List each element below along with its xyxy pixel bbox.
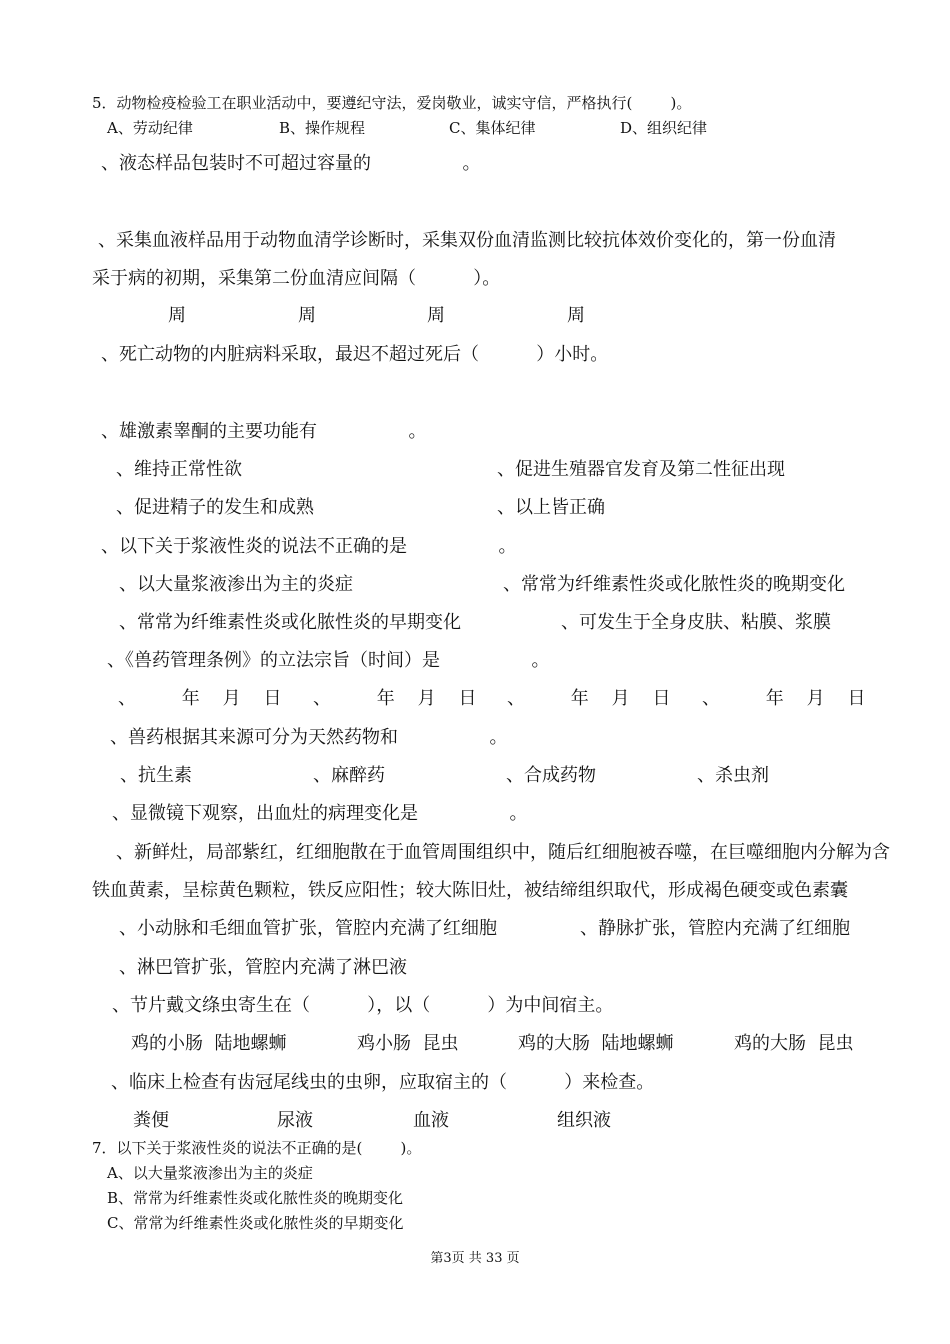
option-c: 、常常为纤维素性炎或化脓性炎的早期变化: [119, 612, 461, 633]
option-b: 尿液: [277, 1110, 313, 1131]
option-a: 、维持正常性欲: [116, 459, 242, 480]
option-b: 鸡小肠 昆虫: [357, 1033, 459, 1054]
option-d: 组织液: [557, 1110, 611, 1131]
question-stem: 、显微镜下观察，出血灶的病理变化是 。: [112, 803, 528, 824]
option-d: 鸡的大肠 昆虫: [734, 1033, 854, 1054]
option-b: 、小动脉和毛细血管扩张，管腔内充满了红细胞: [119, 918, 497, 939]
option-a: 鸡的小肠 陆地螺蛳: [131, 1033, 287, 1054]
question-stem: 、液态样品包装时不可超过容量的 。: [101, 153, 481, 174]
option-c: 、 年 月 日: [507, 688, 671, 709]
option-b: 、常常为纤维素性炎或化脓性炎的晚期变化: [503, 574, 845, 595]
option-c: C、集体纪律: [449, 119, 536, 137]
option-b: 、 年 月 日: [313, 688, 477, 709]
option-c: 周: [427, 305, 445, 326]
option-d: 、以上皆正确: [497, 497, 605, 518]
option-b: B、常常为纤维素性炎或化脓性炎的晚期变化: [107, 1189, 404, 1207]
option-c: C、常常为纤维素性炎或化脓性炎的早期变化: [107, 1214, 404, 1232]
option-d: 、 年 月 日: [702, 688, 866, 709]
option-c: 、促进精子的发生和成熟: [116, 497, 314, 518]
option-a: 周: [168, 305, 186, 326]
option-b: 、麻醉药: [313, 765, 385, 786]
option-d: 、可发生于全身皮肤、粘膜、浆膜: [561, 612, 831, 633]
option-d: 周: [567, 305, 585, 326]
option-c: 鸡的大肠 陆地螺蛳: [518, 1033, 674, 1054]
page-number: 第3页 共 33 页: [430, 1251, 520, 1266]
question-stem: 、《兽药管理条例》的立法宗旨（时间）是 。: [107, 650, 550, 671]
question-stem: 5．动物检疫检验工在职业活动中，要遵纪守法，爱岗敬业，诚实守信，严格执行( )。: [92, 94, 692, 112]
option-a: 、新鲜灶，局部紫红，红细胞散在于血管周围组织中，随后红细胞被吞噬，在巨噬细胞内分解为含: [116, 842, 890, 863]
option-a: 、以大量浆液渗出为主的炎症: [119, 574, 353, 595]
question-stem: 、以下关于浆液性炎的说法不正确的是 。: [101, 536, 517, 557]
question-stem: 、采集血液样品用于动物血清学诊断时，采集双份血清监测比较抗体效价变化的，第一份血清: [98, 230, 836, 251]
question-stem-continued: 采于病的初期，采集第二份血清应间隔（ ）。: [92, 268, 501, 289]
option-a: A、以大量浆液渗出为主的炎症: [107, 1164, 313, 1182]
option-d: 、淋巴管扩张，管腔内充满了淋巴液: [119, 957, 407, 978]
option-c: 血液: [413, 1110, 449, 1131]
option-b: B、操作规程: [279, 119, 366, 137]
question-stem: 、雄激素睾酮的主要功能有 。: [101, 421, 427, 442]
question-stem: 、死亡动物的内脏病料采取，最迟不超过死后（ ）小时。: [101, 344, 609, 365]
question-stem: 7．以下关于浆液性炎的说法不正确的是( )。: [92, 1139, 422, 1157]
option-c: 、合成药物: [506, 765, 596, 786]
question-stem: 、临床上检查有齿冠尾线虫的虫卵，应取宿主的（ ）来检查。: [111, 1072, 655, 1093]
option-c: 、静脉扩张，管腔内充满了红细胞: [580, 918, 850, 939]
question-stem: 、节片戴文绦虫寄生在（ ），以（ ）为中间宿主。: [112, 995, 614, 1016]
option-a: A、劳动纪律: [107, 119, 193, 137]
option-a: 、抗生素: [120, 765, 192, 786]
question-stem: 、兽药根据其来源可分为天然药物和 。: [110, 727, 508, 748]
option-b: 、促进生殖器官发育及第二性征出现: [497, 459, 785, 480]
option-a-continued: 铁血黄素，呈棕黄色颗粒，铁反应阳性；较大陈旧灶，被结缔组织取代，形成褐色硬变或色素囊: [92, 880, 848, 901]
option-d: D、组织纪律: [620, 119, 708, 137]
option-b: 周: [298, 305, 316, 326]
option-a: 粪便: [133, 1110, 169, 1131]
option-d: 、杀虫剂: [697, 765, 769, 786]
option-a: 、 年 月 日: [118, 688, 282, 709]
